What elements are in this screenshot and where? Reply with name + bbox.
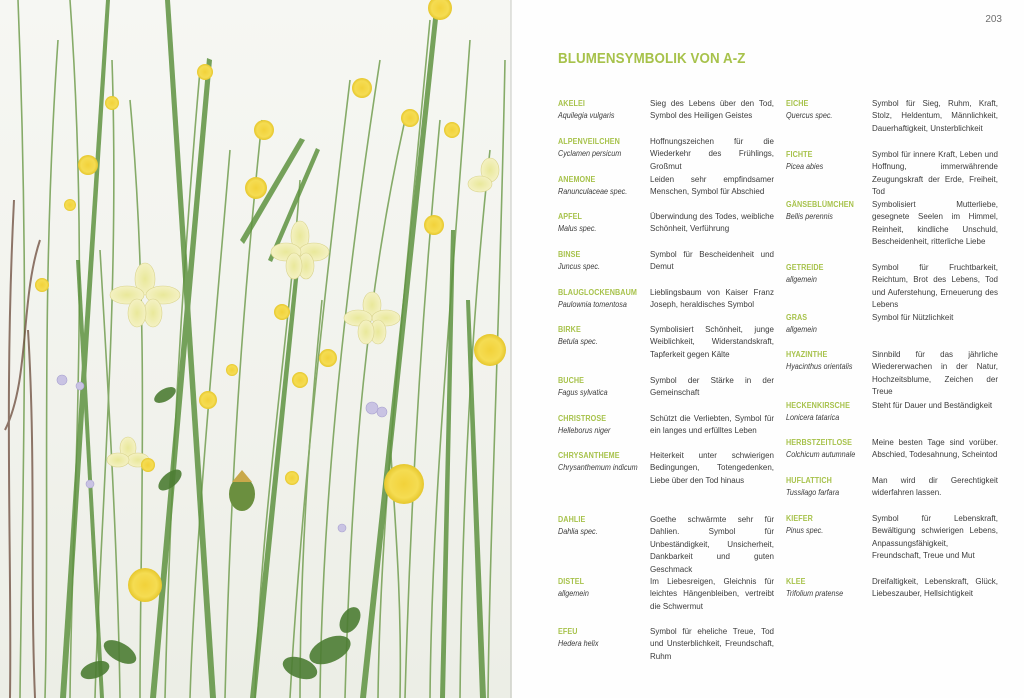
entry-description: Überwindung des Todes, weibliche Schönheit, Verführung: [650, 212, 774, 234]
entry-dahlie: [558, 514, 774, 574]
entry-distel: [558, 576, 774, 611]
entry-birke: [558, 324, 774, 359]
entry-name: EICHE: [786, 99, 809, 108]
entry-description: Symbolisiert Schönheit, junge Weiblichkeit, Widerstandskraft, Tapferkeit gegen Kälte: [650, 325, 774, 359]
entry-description: Sinnbild für das jährliche Wiedererwachen in der Natur, Hochzeitsblume, Zeichen der Treue: [872, 350, 998, 397]
entry-name: BINSE: [558, 250, 581, 259]
entry-description: Symbol für Nützlichkeit: [872, 313, 954, 322]
entry-name: KIEFER: [786, 514, 813, 523]
entry-latin: Pinus spec.: [786, 526, 824, 535]
entry-name: ALPENVEILCHEN: [558, 137, 620, 146]
entry-latin: Bellis perennis: [786, 212, 833, 221]
entry-christrose: [558, 413, 774, 437]
entry-binse: [558, 249, 774, 273]
entry-description: Steht für Dauer und Beständigkeit: [872, 401, 993, 410]
entry-description: Lieblingsbaum von Kaiser Franz Joseph, heraldisches Symbol: [650, 288, 774, 310]
entry-apfel: [558, 211, 774, 235]
entry-blauglockenbaum: [558, 287, 774, 311]
entry-name: GETREIDE: [786, 263, 824, 272]
entry-description: Sieg des Lebens über den Tod, Symbol des Heiligen Geistes: [650, 99, 774, 121]
entry-heckenkirsche: [786, 400, 998, 424]
entry-description: Schützt die Verliebten, Symbol für ein langes und erfülltes Leben: [650, 414, 774, 436]
entry-description: Symbol für Lebenskraft, Bewältigung schwierigen Lebens, Anpassungsfähigkeit, Freundschaft, Treue und Mut: [872, 514, 998, 561]
entry-buche: [558, 375, 774, 399]
entry-huflattich: [786, 475, 998, 499]
entry-name: KLEE: [786, 577, 806, 586]
entry-efeu: [558, 626, 774, 661]
entry-description: Symbol für eheliche Treue, Tod und Unsterblichkeit, Freundschaft, Ruhm: [650, 627, 774, 661]
entry-name: AKELEI: [558, 99, 585, 108]
entry-hyazinthe: [786, 349, 998, 397]
entry-getreide: [786, 262, 998, 310]
page-title: BLUMENSYMBOLIK VON A-Z: [558, 51, 746, 67]
entry-name: ANEMONE: [558, 175, 596, 184]
entry-latin: Picea abies: [786, 162, 824, 171]
entry-name: EFEU: [558, 627, 578, 636]
entry-description: Symbol der Stärke in der Gemeinschaft: [650, 376, 774, 398]
entry-latin: Malus spec.: [558, 224, 597, 233]
entry-description: Heiterkeit unter schwierigen Bedingungen, Totengedenken, Liebe über den Tod hinaus: [650, 451, 774, 485]
entry-fichte: [786, 149, 998, 197]
entry-description: Leiden sehr empfindsamer Menschen, Symbol für Abschied: [650, 175, 774, 197]
entry-latin: Aquilegia vulgaris: [558, 111, 615, 120]
entry-gaensebluemchen: [786, 199, 998, 247]
entry-latin: Betula spec.: [558, 337, 598, 346]
entry-description: Man wird dir Gerechtigkeit widerfahren lassen.: [872, 476, 998, 498]
entry-latin: allgemein: [558, 589, 589, 598]
entry-name: BUCHE: [558, 376, 585, 385]
entry-eiche: [786, 98, 998, 133]
entry-name: HERBSTZEITLOSE: [786, 438, 853, 447]
entry-name: CHRISTROSE: [558, 414, 607, 423]
entry-name: CHRYSANTHEME: [558, 451, 620, 460]
entry-latin: Ranunculaceae spec.: [558, 187, 628, 196]
entry-latin: allgemein: [786, 325, 817, 334]
entry-description: Hoffnungszeichen für die Wiederkehr des Frühlings, Großmut: [650, 137, 774, 171]
entry-klee: [786, 576, 998, 600]
entry-latin: Colchicum autumnale: [786, 450, 856, 459]
entry-name: BIRKE: [558, 325, 581, 334]
entry-description: Dreifaltigkeit, Lebenskraft, Glück, Liebeszauber, Hellsichtigkeit: [872, 577, 998, 599]
entry-description: Meine besten Tage sind vorüber. Abschied, Todesahnung, Scheintod: [872, 438, 998, 460]
entry-description: Symbolisiert Mutterliebe, gesegnete Seelen im Himmel, Reinheit, kindliche Unschuld, Bescheidenheit, ritterliche Liebe: [872, 200, 998, 247]
entry-latin: Fagus sylvatica: [558, 388, 608, 397]
entry-name: HECKENKIRSCHE: [786, 401, 850, 410]
entry-latin: Tussilago farfara: [786, 488, 840, 497]
entry-latin: Juncus spec.: [558, 262, 601, 271]
entry-name: DISTEL: [558, 577, 585, 586]
entry-description: Symbol für Sieg, Ruhm, Kraft, Stolz, Heldentum, Männlichkeit, Dauerhaftigkeit, Unsterblichkeit: [872, 99, 998, 133]
entry-name: HYAZINTHE: [786, 350, 828, 359]
entry-gras: [786, 312, 998, 336]
entry-herbstzeitlose: [786, 437, 998, 461]
entry-name: HUFLATTICH: [786, 476, 832, 485]
entry-latin: Hedera helix: [558, 639, 599, 648]
entry-description: Im Liebesreigen, Gleichnis für leichtes Hängenbleiben, vertreibt die Schwermut: [650, 577, 774, 611]
entry-latin: Quercus spec.: [786, 111, 833, 120]
entry-akelei: [558, 98, 774, 122]
entry-name: GÄNSEBLÜMCHEN: [786, 200, 854, 209]
entry-latin: Paulownia tomentosa: [558, 300, 627, 309]
page-number: 203: [985, 14, 1002, 25]
text-page: [512, 0, 1024, 698]
entry-latin: Helleborus niger: [558, 426, 611, 435]
entry-kiefer: [786, 513, 998, 561]
entry-latin: Hyacinthus orientalis: [786, 362, 853, 371]
entry-latin: allgemein: [786, 275, 817, 284]
entry-latin: Lonicera tatarica: [786, 413, 840, 422]
entry-latin: Chrysanthemum indicum: [558, 463, 638, 472]
entry-description: Goethe schwärmte sehr für Dahlien. Symbol für Unbeständigkeit, Unsicherheit, Dankbarkeit und guten Geschmack: [650, 515, 774, 574]
entry-name: BLAUGLOCKENBAUM: [558, 288, 637, 297]
entry-chrysantheme: [558, 450, 774, 485]
entry-latin: Dahlia spec.: [558, 527, 598, 536]
entry-name: FICHTE: [786, 150, 813, 159]
entry-description: Symbol für Bescheidenheit und Demut: [650, 250, 774, 272]
entry-name: APFEL: [558, 212, 583, 221]
entry-anemone: [558, 174, 774, 198]
entry-name: DAHLIE: [558, 515, 586, 524]
entry-description: Symbol für innere Kraft, Leben und Hoffnung, immerwährende Zeugungskraft der Erde, Freiheit, Tod: [872, 150, 998, 197]
entry-alpenveilchen: [558, 136, 774, 171]
entry-description: Symbol für Fruchtbarkeit, Reichtum, Brot des Lebens, Tod und Auferstehung, Erneuerung des Lebens: [872, 263, 998, 310]
entry-name: GRAS: [786, 313, 808, 322]
entry-latin: Cyclamen persicum: [558, 149, 622, 158]
entry-latin: Trifolium pratense: [786, 589, 844, 598]
